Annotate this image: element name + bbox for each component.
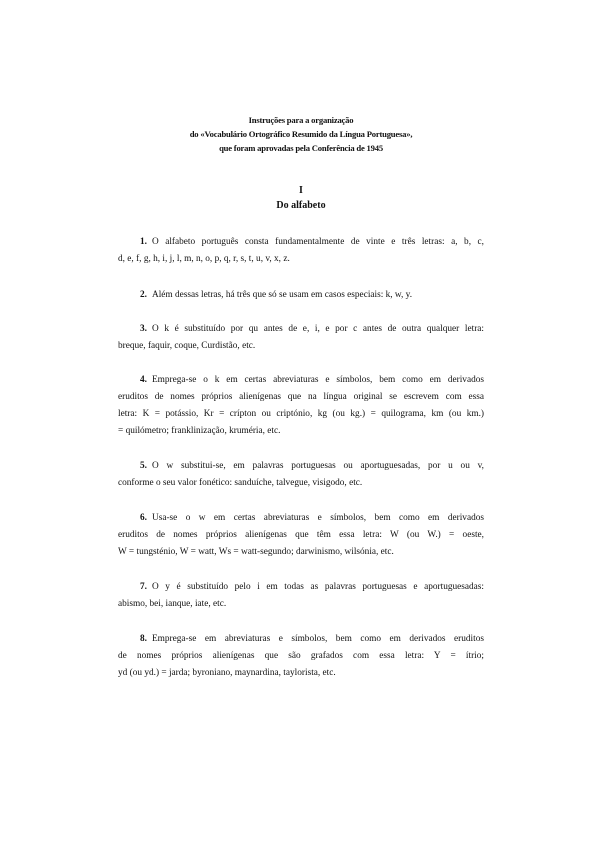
- paragraph-line: de nomes próprios alienígenas que são grafados com essa letra: Y = ítrio;: [118, 651, 484, 661]
- paragraph-text: Usa-se o w em certas abreviaturas e símbolos, bem como em derivados: [151, 513, 484, 523]
- paragraph-number: 6.: [140, 513, 147, 523]
- header-line-2: do «Vocabulário Ortográfico Resumido da Língua Portuguesa»,: [189, 129, 413, 139]
- paragraph-5: [118, 458, 484, 492]
- paragraph-line: [118, 234, 484, 251]
- paragraph-line: yd (ou yd.) = jarda; byroniano, maynardina, taylorista, etc.: [118, 668, 336, 678]
- paragraph-line: [118, 579, 484, 596]
- paragraph-line: [118, 321, 484, 338]
- header-line-3: que foram aprovadas pela Conferência de 1945: [219, 143, 383, 153]
- paragraph-number: 3.: [140, 324, 147, 334]
- paragraph-line: breque, faquir, coque, Curdistão, etc.: [118, 341, 256, 351]
- paragraph-text: O k é substituído por qu antes de e, i, e por c antes de outra qualquer letra:: [151, 324, 484, 334]
- paragraph-line: [118, 510, 484, 527]
- paragraph-number: 1.: [140, 237, 147, 247]
- paragraph-text: O w substitui-se, em palavras portuguesas ou aportuguesadas, por u ou v,: [151, 461, 484, 471]
- document-header: [0, 113, 602, 155]
- paragraph-2: [118, 287, 484, 304]
- section-number: I: [299, 185, 303, 196]
- paragraph-number: 4.: [140, 375, 147, 385]
- paragraph-line: = quilómetro; franklinização, kruméria, etc.: [118, 426, 281, 436]
- paragraph-text: O alfabeto português consta fundamentalmente de vinte e três letras: a, b, c,: [151, 237, 484, 247]
- paragraph-text: Emprega-se em abreviaturas e símbolos, bem como em derivados eruditos: [151, 634, 484, 644]
- paragraph-text: O y é substituído pelo i em todas as palavras portuguesas e aportuguesadas:: [151, 582, 484, 592]
- paragraph-7: [118, 579, 484, 613]
- paragraph-number: 2.: [140, 290, 147, 300]
- paragraph-4: [118, 372, 484, 440]
- paragraph-line: abismo, bei, ianque, iate, etc.: [118, 599, 227, 609]
- paragraph-1: [118, 234, 484, 268]
- paragraph-number: 7.: [140, 582, 147, 592]
- paragraph-line: eruditos de nomes próprios alienígenas que na língua original se escrevem com essa: [118, 392, 484, 402]
- paragraph-6: [118, 510, 484, 561]
- paragraph-line: eruditos de nomes próprios alienígenas que têm essa letra: W (ou W.) = oeste,: [118, 530, 484, 540]
- paragraph-line: [118, 458, 484, 475]
- paragraph-line: conforme o seu valor fonético: sanduíche, talvegue, visigodo, etc.: [118, 478, 363, 488]
- paragraph-line: [118, 287, 484, 304]
- paragraph-number: 8.: [140, 634, 147, 644]
- paragraph-line: [118, 372, 484, 389]
- paragraph-3: [118, 321, 484, 355]
- paragraph-number: 5.: [140, 461, 147, 471]
- paragraph-text: Emprega-se o k em certas abreviaturas e símbolos, bem como em derivados: [151, 375, 484, 385]
- section-title: Do alfabeto: [276, 200, 326, 211]
- paragraph-line: [118, 631, 484, 648]
- paragraph-text: Além dessas letras, há três que só se usam em casos especiais: k, w, y.: [151, 290, 413, 300]
- paragraph-line: letra: K = potássio, Kr = crípton ou criptónio, kg (ou kg.) = quilograma, km (ou km.): [118, 409, 484, 419]
- paragraph-8: [118, 631, 484, 682]
- paragraph-line: W = tungsténio, W = watt, Ws = watt-segundo; darwinismo, wilsónia, etc.: [118, 547, 394, 557]
- paragraph-line: d, e, f, g, h, i, j, l, m, n, o, p, q, r, s, t, u, v, x, z.: [118, 254, 290, 264]
- header-line-1: Instruções para a organização: [248, 115, 354, 125]
